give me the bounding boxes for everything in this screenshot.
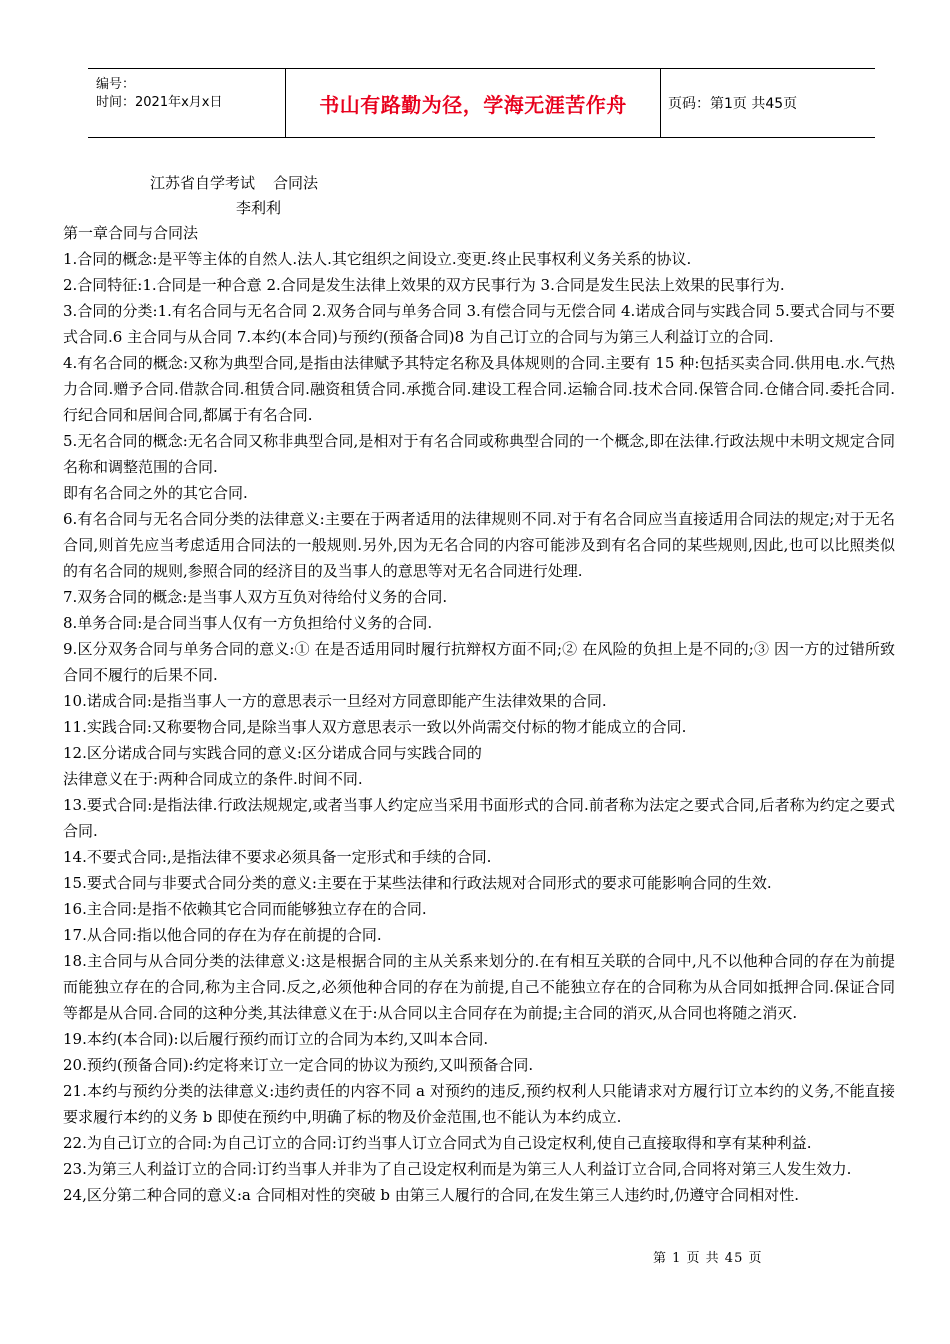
- header-page-cell: [660, 69, 875, 137]
- header-motto-cell: [285, 69, 661, 137]
- body-paragraph: 7.双务合同的概念:是当事人双方互负对待给付义务的合同.: [63, 588, 448, 606]
- document-author: 李利利: [236, 199, 282, 217]
- body-paragraph: 24,区分第二种合同的意义:a 合同相对性的突破 b 由第三人履行的合同,在发生第三人违约时,仍遵守合同相对性.: [63, 1186, 800, 1204]
- body-paragraph: 8.单务合同:是合同当事人仅有一方负担给付义务的合同.: [63, 614, 433, 632]
- body-paragraph: 19.本约(本合同):以后履行预约而订立的合同为本约,又叫本合同.: [63, 1030, 489, 1048]
- body-paragraph: 1.合同的概念:是平等主体的自然人.法人.其它组织之间设立.变更.终止民事权利义务关系的协议.: [63, 250, 692, 268]
- title-subject: 合同法: [273, 174, 319, 192]
- document-body: [63, 220, 895, 1208]
- chapter-heading: 第一章合同与合同法: [63, 224, 199, 242]
- document-time-label: 时间：2021年x月x日: [96, 95, 223, 110]
- header-page-info: 页码：第1页 共45页: [668, 96, 798, 112]
- motto-text: 书山有路勤为径，学海无涯苦作舟: [319, 92, 627, 117]
- body-paragraph: 21.本约与预约分类的法律意义:违约责任的内容不同 a 对预约的违反,预约权利人只能请求对方履行订立本约的义务,不能直接要求履行本约的义务 b 即使在预约中,明确了标的物及价金范围,也不能认为本约成立.: [63, 1082, 895, 1126]
- body-paragraph: 18.主合同与从合同分类的法律意义:这是根据合同的主从关系来划分的.在有相互关联的合同中,凡不以他种合同的存在为前提而能独立存在的合同,称为主合同.反之,必须他种合同的存在为前提,自己不能独立存在的合同称为从合同如抵押合同.保证合同等都是从合同.合同的这种分类,其法律意义在于:从合同以主合同存在为前提;主合同的消灭,从合同也将随之消灭.: [63, 952, 895, 1022]
- body-paragraph: 6.有名合同与无名合同分类的法律意义:主要在于两者适用的法律规则不同.对于有名合同应当直接适用合同法的规定;对于无名合同,则首先应当考虑适用合同法的一般规则.另外,因为无名合同的内容可能涉及到有名合同的某些规则,因此,也可以比照类似的有名合同的规则,参照合同的经济目的及当事人的意思等对无名合同进行处理.: [63, 510, 895, 580]
- body-paragraph: 17.从合同:指以他合同的存在为存在前提的合同.: [63, 926, 382, 944]
- body-paragraph: 15.要式合同与非要式合同分类的意义:主要在于某些法律和行政法规对合同形式的要求可能影响合同的生效.: [63, 874, 772, 892]
- header-meta: [88, 69, 285, 137]
- body-paragraph: 11.实践合同:又称要物合同,是除当事人双方意思表示一致以外尚需交付标的物才能成立的合同.: [63, 718, 687, 736]
- body-paragraph: 10.诺成合同:是指当事人一方的意思表示一旦经对方同意即能产生法律效果的合同.: [63, 692, 607, 710]
- body-paragraph: 即有名合同之外的其它合同.: [63, 484, 248, 502]
- body-paragraph: 16.主合同:是指不依赖其它合同而能够独立存在的合同.: [63, 900, 427, 918]
- document-title: [150, 172, 336, 193]
- page-footer: 第 1 页 共 45 页: [653, 1251, 763, 1266]
- body-paragraph: 3.合同的分类:1.有名合同与无名合同 2.双务合同与单务合同 3.有偿合同与无偿合同 4.诺成合同与实践合同 5.要式合同与不要式合同.6 主合同与从合同 7.本约(本合同)与预约(预备合同)8 为自己订立的合同与为第三人利益订立的合同.: [63, 302, 895, 346]
- body-paragraph: 12.区分诺成合同与实践合同的意义:区分诺成合同与实践合同的: [63, 744, 482, 762]
- body-paragraph: 4.有名合同的概念:又称为典型合同,是指由法律赋予其特定名称及具体规则的合同.主要有 15 种:包括买卖合同.供用电.水.气热力合同.赠予合同.借款合同.租赁合同.融资租赁合同.承揽合同.建设工程合同.运输合同.技术合同.保管合同.仓储合同.委托合同.行纪合同和居间合同,都属于有名合同.: [63, 354, 895, 424]
- body-paragraph: 13.要式合同:是指法律.行政法规规定,或者当事人约定应当采用书面形式的合同.前者称为法定之要式合同,后者称为约定之要式合同.: [63, 796, 895, 840]
- body-paragraph: 22.为自己订立的合同:为自己订立的合同:订约当事人订立合同式为自己设定权利,使自己直接取得和享有某种利益.: [63, 1134, 812, 1152]
- title-exam: 江苏省自学考试: [150, 174, 256, 192]
- body-paragraph: 20.预约(预备合同):约定将来订立一定合同的协议为预约,又叫预备合同.: [63, 1056, 534, 1074]
- page-header: [88, 68, 875, 138]
- body-paragraph: 2.合同特征:1.合同是一种合意 2.合同是发生法律上效果的双方民事行为 3.合同是发生民法上效果的民事行为.: [63, 276, 785, 294]
- body-paragraph: 9.区分双务合同与单务合同的意义:① 在是否适用同时履行抗辩权方面不同;② 在风险的负担上是不同的;③ 因一方的过错所致合同不履行的后果不同.: [63, 640, 895, 684]
- body-paragraph: 14.不要式合同:,是指法律不要求必须具备一定形式和手续的合同.: [63, 848, 492, 866]
- body-paragraph: 23.为第三人利益订立的合同:订约当事人并非为了自己设定权利而是为第三人人利益订立合同,合同将对第三人发生效力.: [63, 1160, 852, 1178]
- document-number-label: 编号：: [96, 77, 136, 92]
- body-paragraph: 5.无名合同的概念:无名合同又称非典型合同,是相对于有名合同或称典型合同的一个概念,即在法律.行政法规中未明文规定合同名称和调整范围的合同.: [63, 432, 895, 476]
- body-paragraph: 法律意义在于:两种合同成立的条件.时间不同.: [63, 770, 363, 788]
